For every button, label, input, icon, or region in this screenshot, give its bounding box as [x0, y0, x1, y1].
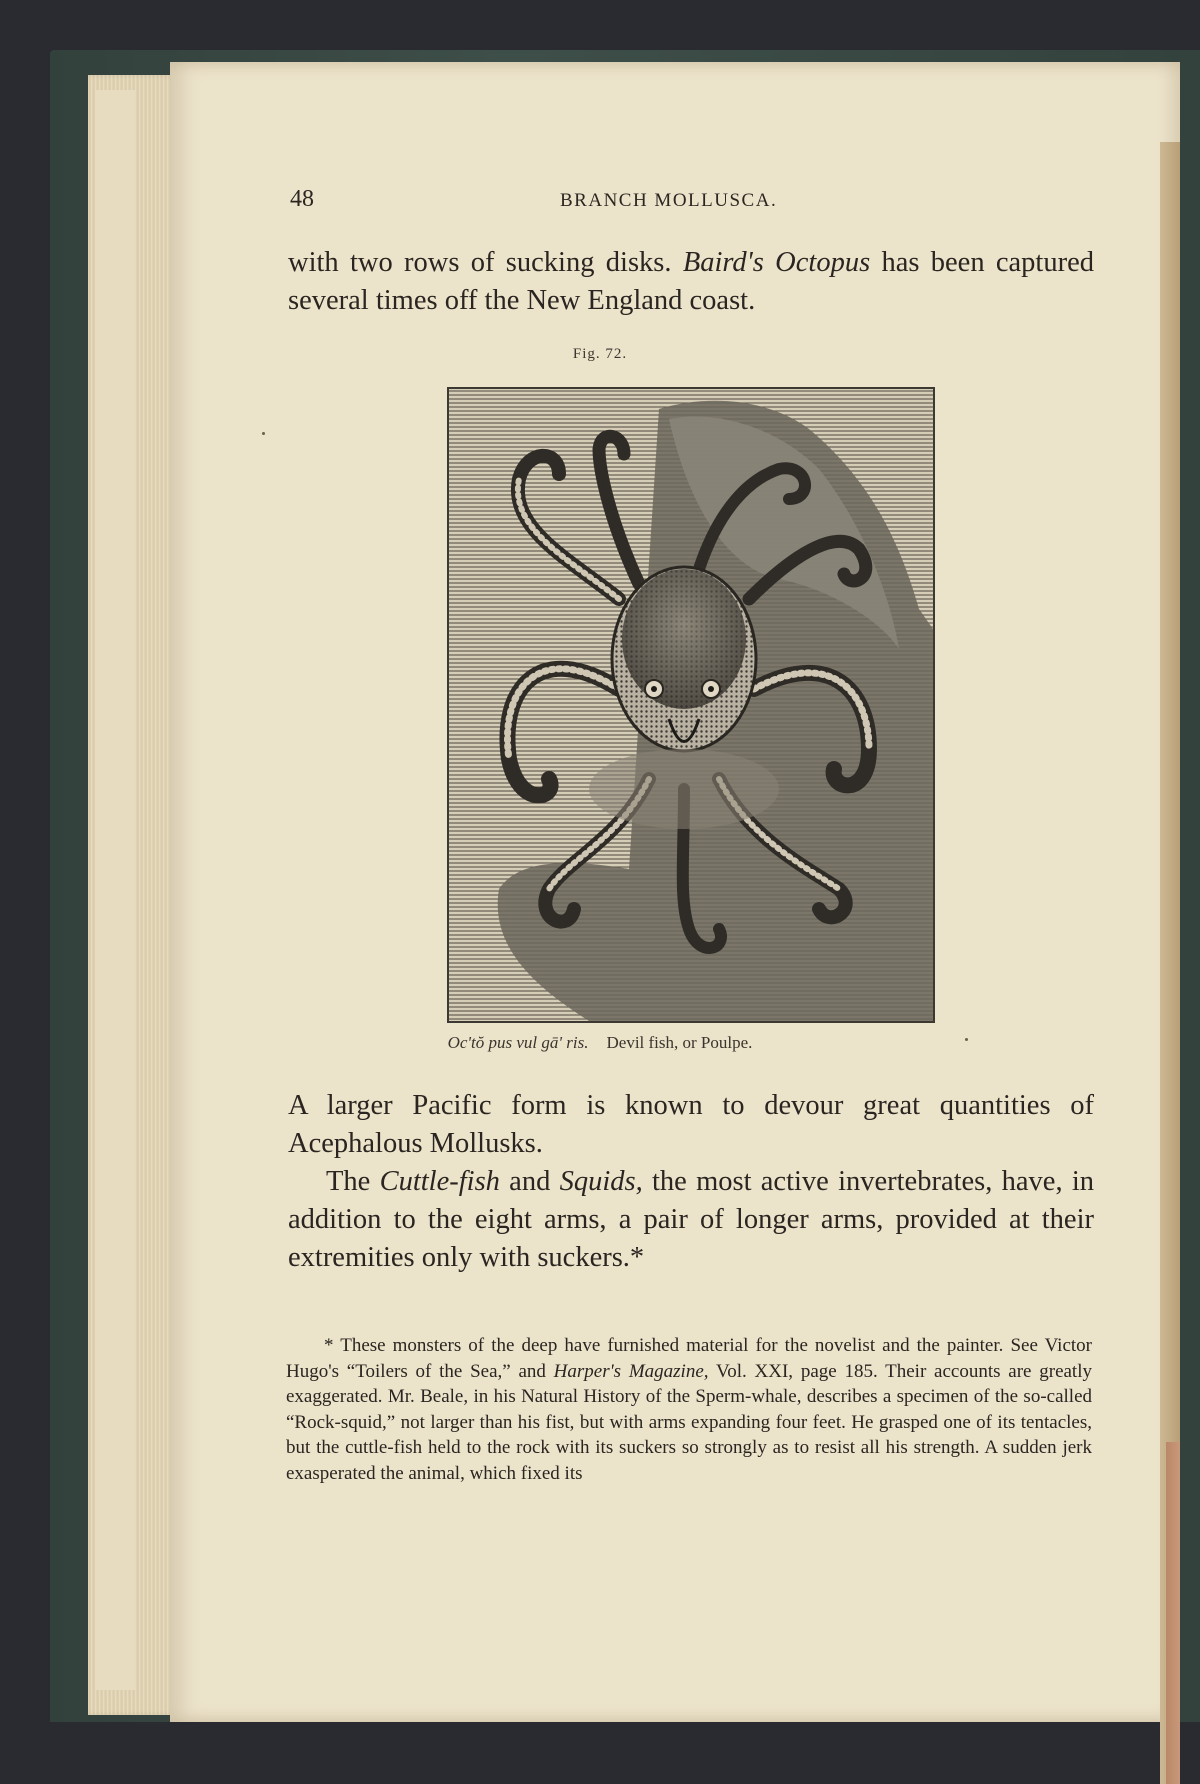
figure-label: Fig. 72.: [572, 346, 628, 362]
p3-part-2: and: [499, 1166, 560, 1197]
octopus-illustration: [447, 387, 935, 1023]
p3-part-3: the most active invertebrates, have, in addition to the eight arms, a pair of longer arms, provided at their extremities only with suckers.*: [288, 1166, 1094, 1273]
p3-part-1: The: [326, 1166, 380, 1197]
paper-speck: [262, 432, 265, 435]
paragraph-pacific-form: [288, 1087, 1094, 1163]
left-page-leaf: [95, 90, 135, 1690]
right-edge-stain: [1166, 1442, 1180, 1784]
running-title: BRANCH MOLLUSCA.: [560, 190, 778, 211]
caption-common-name: Devil fish, or Poulpe.: [606, 1033, 753, 1052]
opening-rest: has been captured several times off the New England coast.: [288, 247, 1094, 316]
running-head: [290, 186, 1090, 216]
footnote: [286, 1333, 1092, 1486]
caption-scientific-name: Oc'tŏ pus vul gā' ris.: [447, 1033, 589, 1052]
page-number: 48: [290, 186, 314, 212]
paragraph-2-text: A larger Pacific form is known to devour great quantities of Acephalous Mollusks.: [288, 1090, 1094, 1159]
cuttle-fish-term: Cuttle-fish: [379, 1166, 500, 1197]
squids-term: Squids,: [559, 1166, 643, 1197]
paragraph-cuttlefish: [288, 1163, 1094, 1277]
footnote-part-2: Vol. XXI, page 185. Their accounts are greatly exaggerated. Mr. Beale, in his Natural History of the Sperm-whale, describes a specimen of the so-called “Rock-squid,” not larger than his fist, but with arms expanding four feet. He grasped one of its tentacles, but the cuttle-fish held to the rock with its suckers so strongly as to resist all his strength. A sudden jerk exasperated the animal, which fixed its: [286, 1360, 1092, 1484]
opening-paragraph: [288, 244, 1094, 320]
paper-speck: [965, 1038, 968, 1041]
figure-caption: [0, 1033, 1200, 1053]
footnote-part-1: * These monsters of the deep have furnished material for the novelist and the painter. See Victor Hugo's “Toilers of the Sea,” and: [286, 1335, 1092, 1382]
harpers-magazine: Harper's Magazine,: [553, 1360, 709, 1382]
opening-lead: with two rows of sucking disks.: [288, 247, 683, 278]
bairds-octopus: Baird's Octopus: [682, 247, 871, 278]
